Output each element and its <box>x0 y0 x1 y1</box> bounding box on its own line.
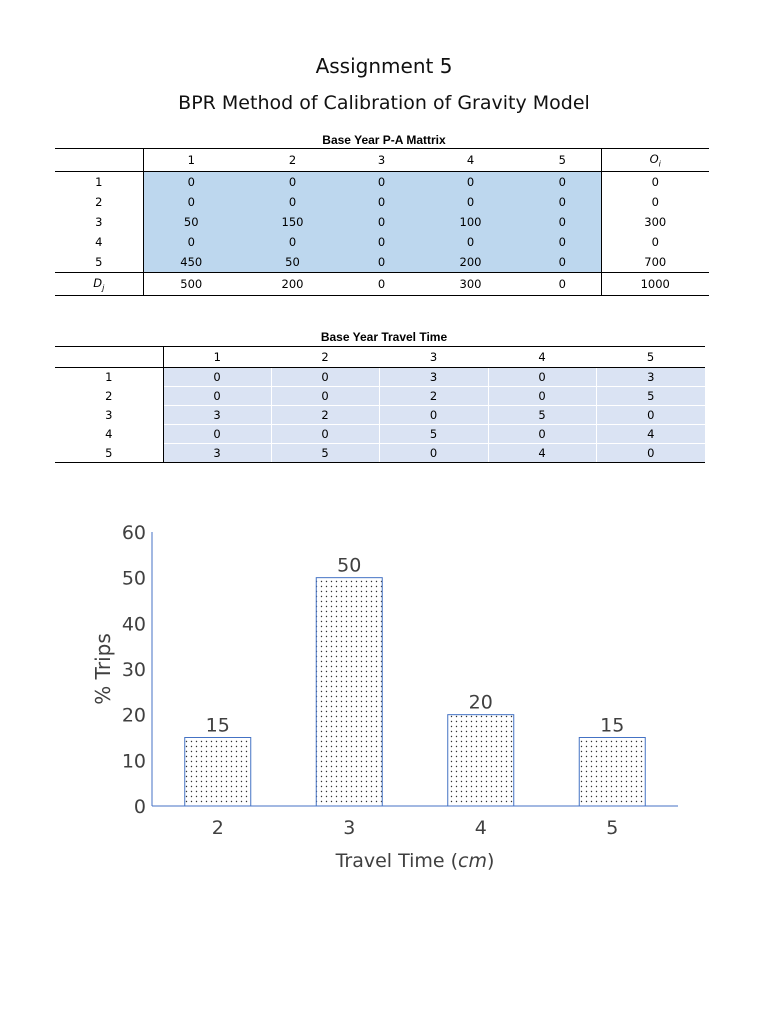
tt-header-row <box>55 347 705 368</box>
tt-col-header: 5 <box>596 347 705 368</box>
pa-cell: 0 <box>143 232 239 252</box>
tt-cell: 0 <box>379 444 488 463</box>
table-row <box>55 387 705 406</box>
data-label: 20 <box>468 691 493 714</box>
pa-cell: 0 <box>417 232 524 252</box>
tt-cell: 3 <box>163 406 271 425</box>
table-row <box>55 368 705 387</box>
bar-4 <box>448 715 514 806</box>
pa-d-value: 500 <box>143 273 239 296</box>
tt-cell: 0 <box>271 425 379 444</box>
tt-cell: 0 <box>163 368 271 387</box>
tt-cell: 4 <box>596 425 705 444</box>
pa-cell: 0 <box>524 212 601 232</box>
pa-o-value: 0 <box>601 172 709 193</box>
pa-row-label: 1 <box>55 172 143 193</box>
tt-cell: 4 <box>488 444 596 463</box>
x-tick-label: 4 <box>474 817 487 839</box>
pa-o-value: 0 <box>601 192 709 212</box>
travel-time-caption: Base Year Travel Time <box>320 330 448 344</box>
table-row <box>55 192 709 212</box>
pa-cell: 0 <box>239 192 346 212</box>
pa-d-label <box>55 273 143 296</box>
pa-cell: 150 <box>239 212 346 232</box>
tt-row-label: 1 <box>55 368 163 387</box>
x-axis-title <box>335 850 495 872</box>
pa-d-value: 300 <box>417 273 524 296</box>
trips-bar-chart <box>0 500 768 900</box>
pa-header-row <box>55 149 709 172</box>
pa-col-header: 1 <box>143 149 239 172</box>
pa-cell: 0 <box>346 232 417 252</box>
pa-row-label: 5 <box>55 252 143 273</box>
tt-cell: 0 <box>163 387 271 406</box>
tt-row-label: 3 <box>55 406 163 425</box>
bar-3 <box>316 578 382 806</box>
y-tick-label: 30 <box>121 659 146 681</box>
pa-cell: 0 <box>239 172 346 193</box>
pa-cell: 0 <box>346 252 417 273</box>
tt-row-label: 2 <box>55 387 163 406</box>
tt-row-label: 5 <box>55 444 163 463</box>
pa-d-value: 0 <box>346 273 417 296</box>
y-tick-label: 20 <box>121 704 146 727</box>
pa-row-label: 3 <box>55 212 143 232</box>
pa-col-header: 5 <box>524 149 601 172</box>
pa-cell: 0 <box>346 212 417 232</box>
table-row <box>55 172 709 193</box>
tt-cell: 0 <box>379 406 488 425</box>
x-tick-label: 3 <box>343 817 356 839</box>
tt-col-header: 2 <box>271 347 379 368</box>
pa-matrix-table <box>55 148 709 296</box>
bar-5 <box>579 738 645 807</box>
table-row <box>55 232 709 252</box>
pa-cell: 0 <box>417 172 524 193</box>
y-tick-label: 60 <box>121 522 146 544</box>
tt-cell: 0 <box>596 406 705 425</box>
pa-d-value: 200 <box>239 273 346 296</box>
table-row <box>55 425 705 444</box>
pa-row-label: 2 <box>55 192 143 212</box>
pa-cell: 0 <box>346 192 417 212</box>
table-row <box>55 406 705 425</box>
x-axis-title-unit: cm <box>458 850 488 872</box>
y-tick-label: 0 <box>133 796 146 818</box>
pa-cell: 0 <box>143 192 239 212</box>
pa-o-value: 700 <box>601 252 709 273</box>
tt-cell: 5 <box>596 387 705 406</box>
pa-d-value: 0 <box>524 273 601 296</box>
pa-o-header <box>601 149 709 172</box>
tt-cell: 2 <box>271 406 379 425</box>
tt-corner-cell <box>55 347 163 368</box>
pa-cell: 0 <box>346 172 417 193</box>
tt-cell: 0 <box>596 444 705 463</box>
tt-cell: 0 <box>488 368 596 387</box>
pa-corner-cell <box>55 149 143 172</box>
d-symbol: D <box>93 275 103 290</box>
tt-cell: 2 <box>379 387 488 406</box>
tt-col-header: 1 <box>163 347 271 368</box>
x-tick-label: 2 <box>211 817 224 839</box>
tt-cell: 3 <box>596 368 705 387</box>
pa-col-header: 4 <box>417 149 524 172</box>
table-row <box>55 212 709 232</box>
tt-cell: 0 <box>163 425 271 444</box>
pa-cell: 200 <box>417 252 524 273</box>
y-tick-label: 10 <box>121 750 146 773</box>
x-axis-title-text: Travel Time ( <box>335 850 459 872</box>
travel-time-table <box>55 346 705 463</box>
data-label: 15 <box>600 714 625 737</box>
y-tick-label: 40 <box>121 613 146 636</box>
tt-cell: 3 <box>163 444 271 463</box>
pa-cell: 0 <box>524 252 601 273</box>
tt-col-header: 4 <box>488 347 596 368</box>
tt-row-label: 4 <box>55 425 163 444</box>
bar-2 <box>185 738 251 807</box>
d-subscript: j <box>102 283 105 293</box>
tt-cell: 5 <box>271 444 379 463</box>
pa-cell: 0 <box>524 232 601 252</box>
tt-cell: 0 <box>488 425 596 444</box>
pa-col-header: 3 <box>346 149 417 172</box>
tt-cell: 0 <box>488 387 596 406</box>
pa-o-value: 300 <box>601 212 709 232</box>
tt-cell: 5 <box>488 406 596 425</box>
pa-d-row <box>55 273 709 296</box>
y-tick-label: 50 <box>121 567 146 590</box>
tt-cell: 3 <box>379 368 488 387</box>
pa-cell: 0 <box>524 172 601 193</box>
x-axis-title-close: ) <box>487 850 495 872</box>
pa-cell: 50 <box>143 212 239 232</box>
pa-col-header: 2 <box>239 149 346 172</box>
pa-cell: 0 <box>417 192 524 212</box>
table-row <box>55 252 709 273</box>
pa-cell: 0 <box>143 172 239 193</box>
pa-cell: 0 <box>524 192 601 212</box>
data-label: 15 <box>205 714 230 737</box>
pa-cell: 50 <box>239 252 346 273</box>
tt-cell: 0 <box>271 368 379 387</box>
page-title: Assignment 5 <box>315 54 453 78</box>
pa-row-label: 4 <box>55 232 143 252</box>
pa-o-value: 0 <box>601 232 709 252</box>
x-tick-label: 5 <box>606 817 619 839</box>
table-row <box>55 444 705 463</box>
o-subscript: i <box>658 159 661 169</box>
pa-d-total: 1000 <box>601 273 709 296</box>
page-subtitle: BPR Method of Calibration of Gravity Model <box>178 92 590 114</box>
pa-matrix-caption: Base Year P-A Mattrix <box>322 133 446 147</box>
data-label: 50 <box>337 554 362 577</box>
pa-cell: 0 <box>239 232 346 252</box>
o-symbol: O <box>649 151 659 166</box>
tt-col-header: 3 <box>379 347 488 368</box>
tt-cell: 0 <box>271 387 379 406</box>
tt-cell: 5 <box>379 425 488 444</box>
y-axis-title: % Trips <box>91 633 115 705</box>
pa-cell: 450 <box>143 252 239 273</box>
pa-cell: 100 <box>417 212 524 232</box>
